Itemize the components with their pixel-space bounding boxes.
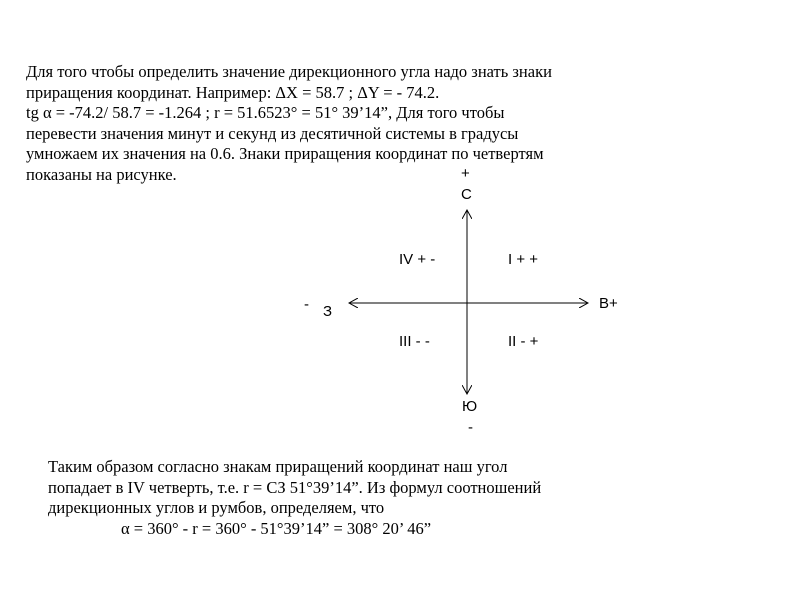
- quadrant-ii-signs: II - +: [508, 333, 539, 350]
- intro-line-1: Для того чтобы определить значение дирекционного угла надо знать знаки: [26, 62, 552, 81]
- conclusion-line-1: Таким образом согласно знакам приращений координат наш угол: [48, 457, 508, 476]
- conclusion-line-2: попадает в IV четверть, т.е. r = СЗ 51°39’14”. Из формул соотношений: [48, 477, 542, 497]
- east-label: В+: [599, 295, 618, 312]
- intro-line-3: tg α = -74.2/ 58.7 = -1.264 ; r = 51.6523° = 51° 39’14”, Для того чтобы: [26, 103, 505, 122]
- conclusion-line-3: дирекционных углов и румбов, определяем, что: [48, 498, 385, 517]
- quadrant-iv-signs: IV + -: [399, 251, 436, 268]
- intro-line-2: приращения координат. Например: ΔX = 58.7 ; ΔY = - 74.2.: [26, 82, 440, 102]
- intro-line-5: умножаем их значения на 0.6. Знаки приращения координат по четвертям: [26, 144, 544, 163]
- west-label: З: [323, 303, 333, 320]
- south-label: Ю: [462, 398, 478, 415]
- quadrant-iii-signs: III - -: [399, 333, 430, 350]
- south-sign: -: [468, 419, 473, 436]
- north-label: С: [461, 186, 472, 203]
- north-sign: +: [461, 165, 470, 182]
- intro-line-6: показаны на рисунке.: [26, 164, 177, 184]
- west-sign: -: [304, 296, 309, 313]
- conclusion-formula: α = 360° - r = 360° - 51°39’14” = 308° 20’ 46”: [121, 518, 432, 538]
- quadrant-i-signs: I + +: [508, 251, 539, 268]
- conclusion-paragraph: [48, 457, 541, 539]
- intro-line-4: перевести значения минут и секунд из десятичной системы в градусы: [26, 123, 519, 143]
